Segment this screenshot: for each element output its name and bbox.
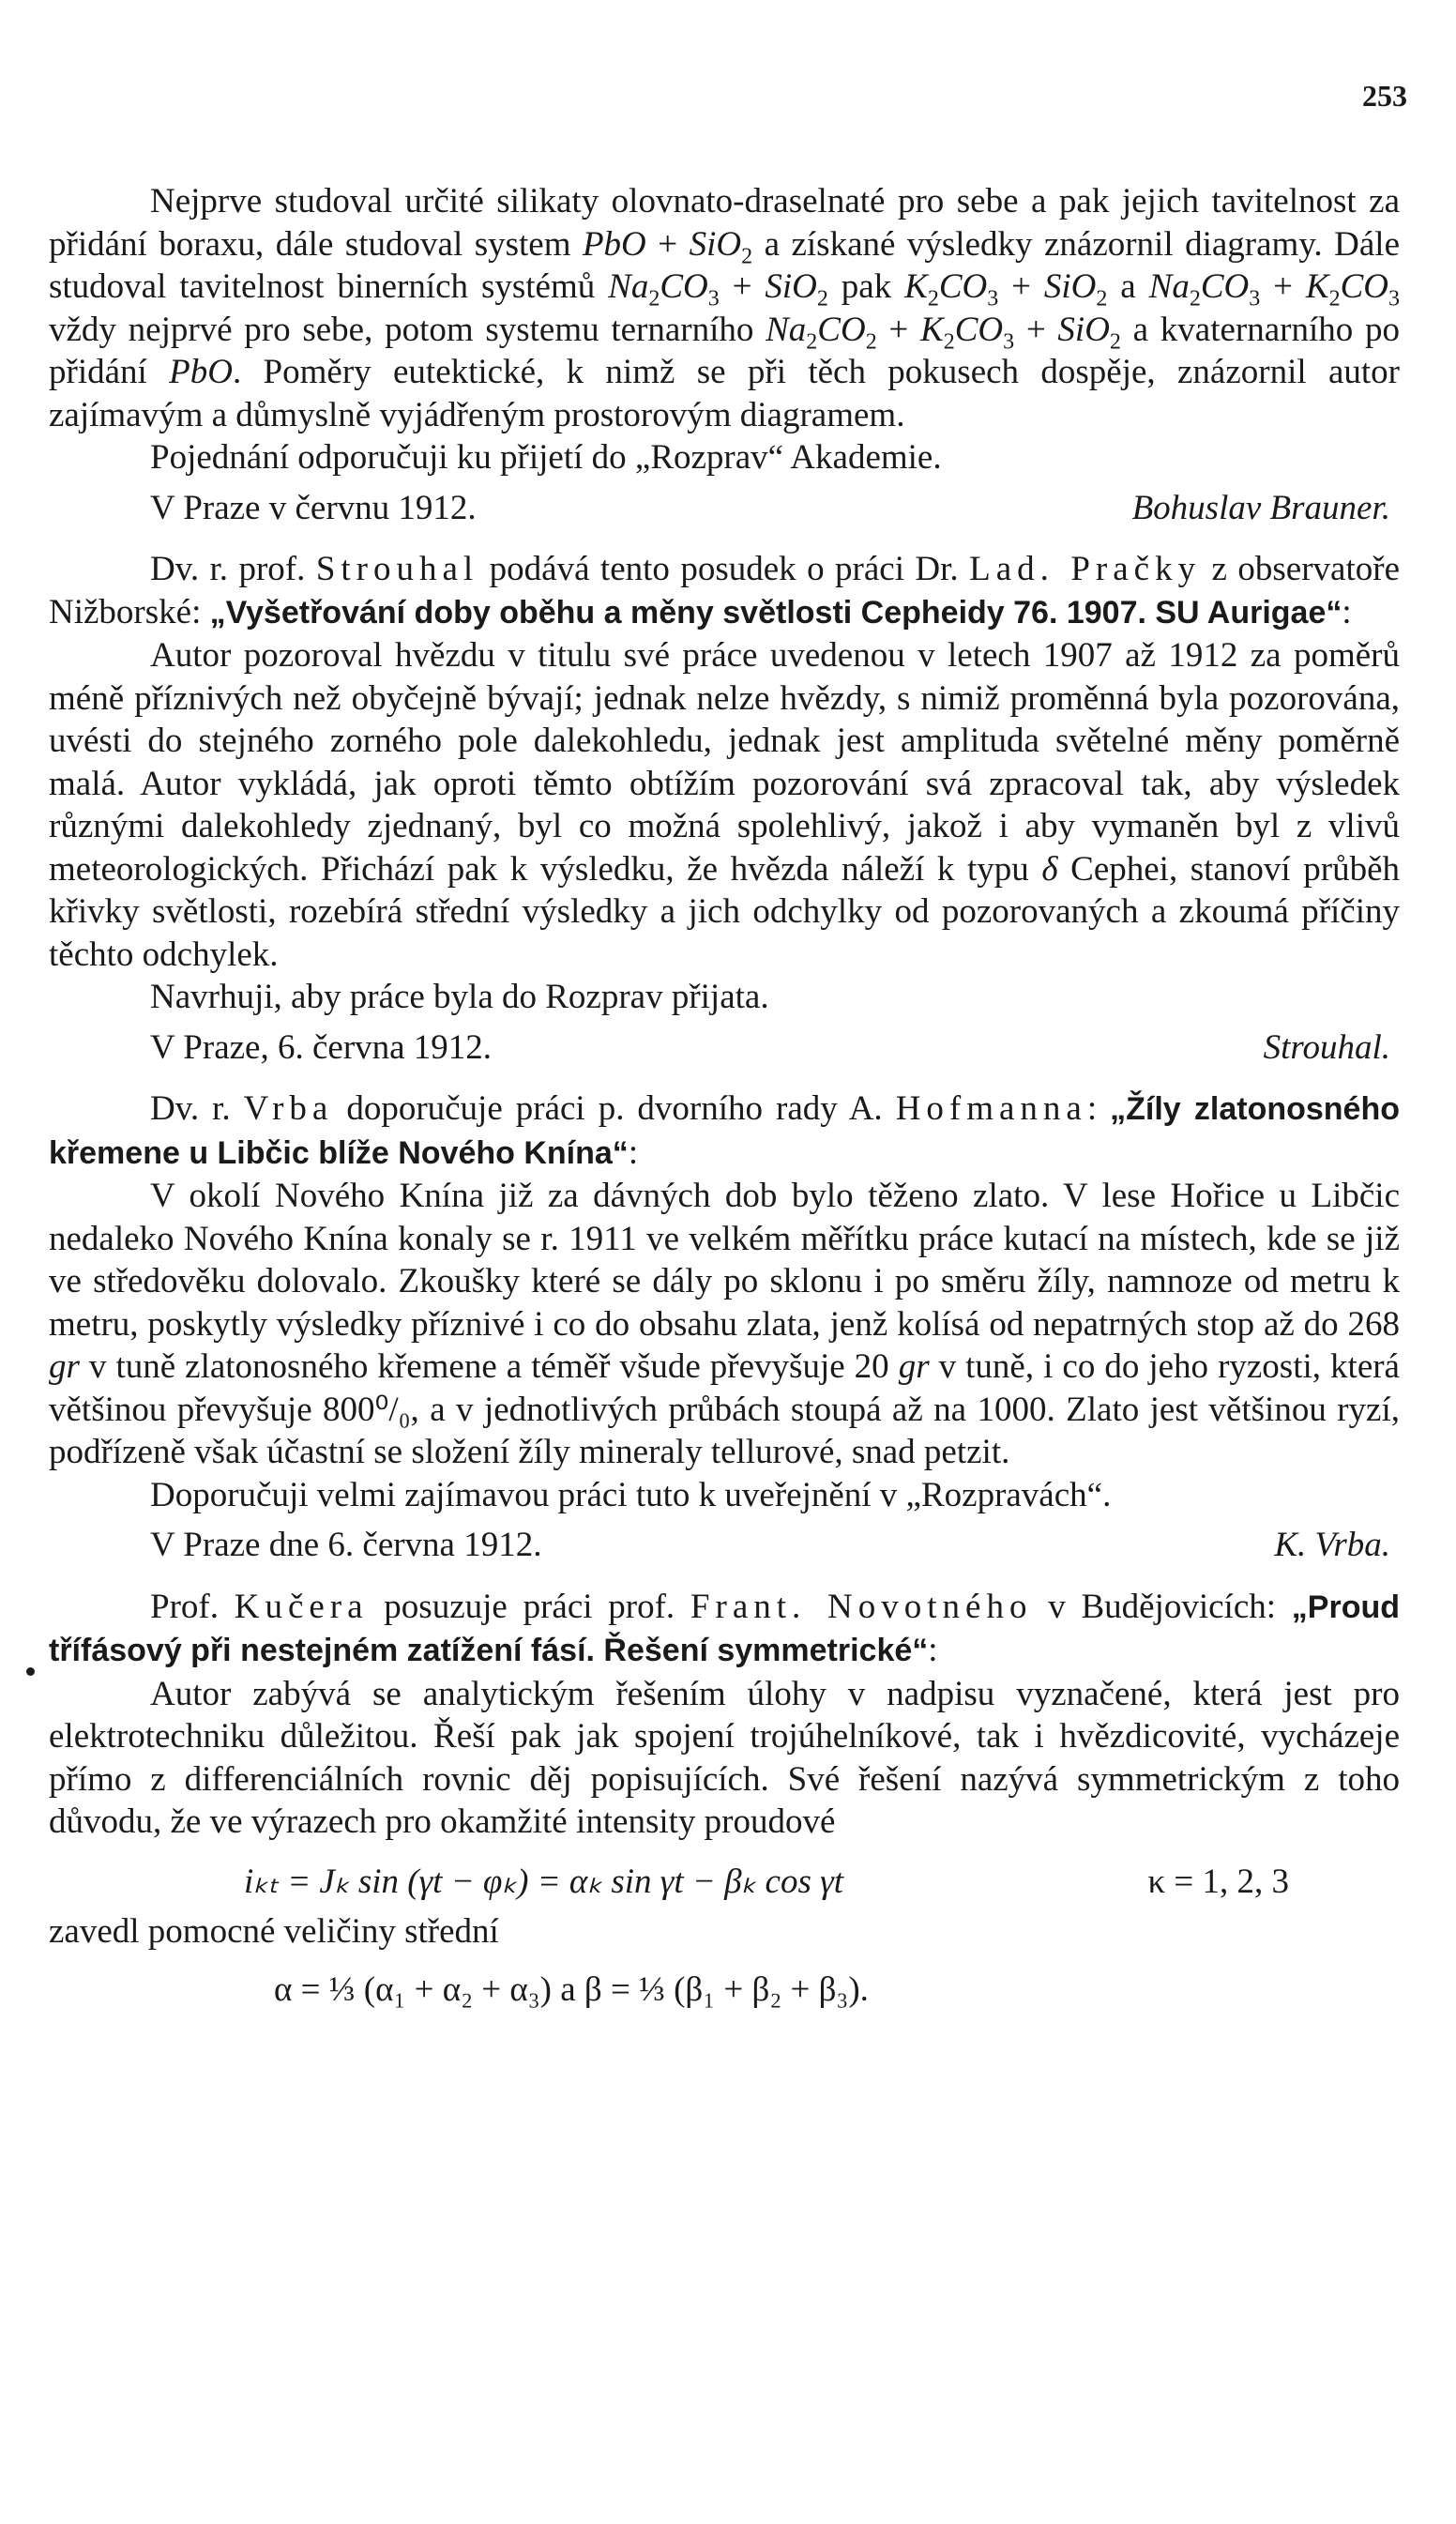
formula-intensity [49, 1861, 1400, 1904]
vrba-paragraph-2: Doporučuji velmi zajímavou práci tuto k uveřejnění v „Rozpravách“. [150, 1475, 1112, 1514]
brauner-signature-line [49, 487, 1400, 530]
signature-place-date: V Praze dne 6. června 1912. [150, 1526, 542, 1564]
kucera-paragraph-1: Autor zabývá se analytickým řešením úlohy v nadpisu vyznačené, která jest pro elektrotechniku důležitou. Řeší pak jak spojení trojúhelníkové, tak i hvězdicovité, vycházeje přímo z differenciálních rovnic děj popisujících. Své řešení nazývá symmetrickým z toho důvodu, že ve výrazech pro okamžité intensity proudové [49, 1674, 1400, 1841]
vrba-heading: Dv. r. Vrba doporučuje práci p. dvorního rady A. Hofmanna: „Žíly zlatonosného křemene u Libčic blíže Nového Knína“: [49, 1089, 1401, 1172]
page-content [49, 180, 1400, 2011]
margin-dot [26, 1667, 35, 1676]
kucera-heading: Prof. Kučera posuzuje práci prof. Frant. Novotného v Budějovicích: „Proud třífásový při nestejném zatížení fásí. Řešení symmetrické“: [49, 1587, 1400, 1669]
signature-place-date: V Praze, 6. června 1912. [150, 1027, 493, 1067]
brauner-paragraph-2: Pojednání odporučuji ku přijetí do „Rozprav“ Akademie. [150, 438, 942, 477]
strouhal-paragraph-2: Navrhuji, aby práce byla do Rozprav přijata. [150, 978, 769, 1016]
signature-name: K. Vrba. [1274, 1526, 1390, 1564]
formula-means: α = ⅓ (α₁ + α₂ + α₃) a β = ⅓ (β₁ + β₂ + β₃). [274, 1969, 869, 2009]
strouhal-signature-line [49, 1026, 1400, 1070]
signature-name: Strouhal. [1263, 1027, 1390, 1067]
vrba-signature-line [49, 1524, 1400, 1567]
formula-expression: iₖₜ = Jₖ sin (γt − φₖ) = αₖ sin γt − βₖ cos γt [244, 1862, 843, 1901]
strouhal-heading: Dv. r. prof. Strouhal podává tento posudek o práci Dr. Lad. Pračky z observatoře Nižborské: „Vyšetřování doby oběhu a měny světlosti Cepheidy 76. 1907. SU Aurigae“: [49, 550, 1401, 631]
kucera-paragraph-2: zavedl pomocné veličiny střední [49, 1912, 499, 1951]
signature-name: Bohuslav Brauner. [1131, 488, 1390, 527]
strouhal-paragraph-1: Autor pozoroval hvězdu v titulu své práce uvedenou v letech 1907 až 1912 za poměrů méně příznivých než obyčejně bývají; jednak nelze hvězdy, s nimiž proměnná byla pozorována, uvésti do stejného zorného pole dalekohledu, jednak jest amplituda světelné měny poměrně malá. Autor vykládá, jak oproti těmto obtížím pozorování svá zpracoval tak, aby výsledek různými dalekohledy zjednaný, byl co možná spolehlivý, jakož i aby vymaněn byl z vlivů meteorologických. Přichází pak k výsledku, že hvězda náleží k typu δ Cephei, stanoví průběh křivky světlosti, rozebírá střední výsledky a jich odchylky od pozorovaných a zkoumá příčiny těchto odchylek. [49, 636, 1400, 974]
signature-place-date: V Praze v červnu 1912. [150, 488, 477, 527]
formula-index-range: κ = 1, 2, 3 [1147, 1862, 1289, 1901]
page-number: 253 [1362, 79, 1407, 113]
brauner-paragraph-1: Nejprve studoval určité silikaty olovnato-draselnaté pro sebe a pak jejich tavitelnost za přidání boraxu, dále studoval system PbO + SiO$_2$ a získané výsledky znázornil diagramy. Dále studoval tavitelnost binerních systémů $Na_2CO_3 + SiO_2$ pak $K_2CO_3 + SiO_2$ a $Na_2CO_3 + K_2CO_3$ vždy nejprvé pro sebe, potom systemu ternarního $Na_2CO_2 + K_2CO_3 + SiO_2$ a kvaternarního po přidání PbO. Poměry eutektické, k nimž se při těch pokusech dospěje, znázornil autor zajímavým a důmyslně vyjádřeným prostorovým diagramem. [49, 182, 1400, 434]
vrba-paragraph-1: V okolí Nového Knína již za dávných dob bylo těženo zlato. V lese Hořice u Libčic nedaleko Nového Knína konaly se r. 1911 ve velkém měřítku práce kutací na místech, kde se již ve středověku dolovalo. Zkoušky které se dály po sklonu i po směru žíly, namnoze od metru k metru, poskytly výsledky příznivé i co do obsahu zlata, jenž kolísá od nepatrných stop až do 268 gr v tuně zlatonosného křemene a téměř všude převyšuje 20 gr v tuně, i co do jeho ryzosti, která většinou převyšuje 800⁰/₀, a v jednotlivých průbách stoupá až na 1000. Zlato jest většinou ryzí, podřízeně však účastní se složení žíly mineraly tellurové, snad petzit. [49, 1177, 1400, 1471]
